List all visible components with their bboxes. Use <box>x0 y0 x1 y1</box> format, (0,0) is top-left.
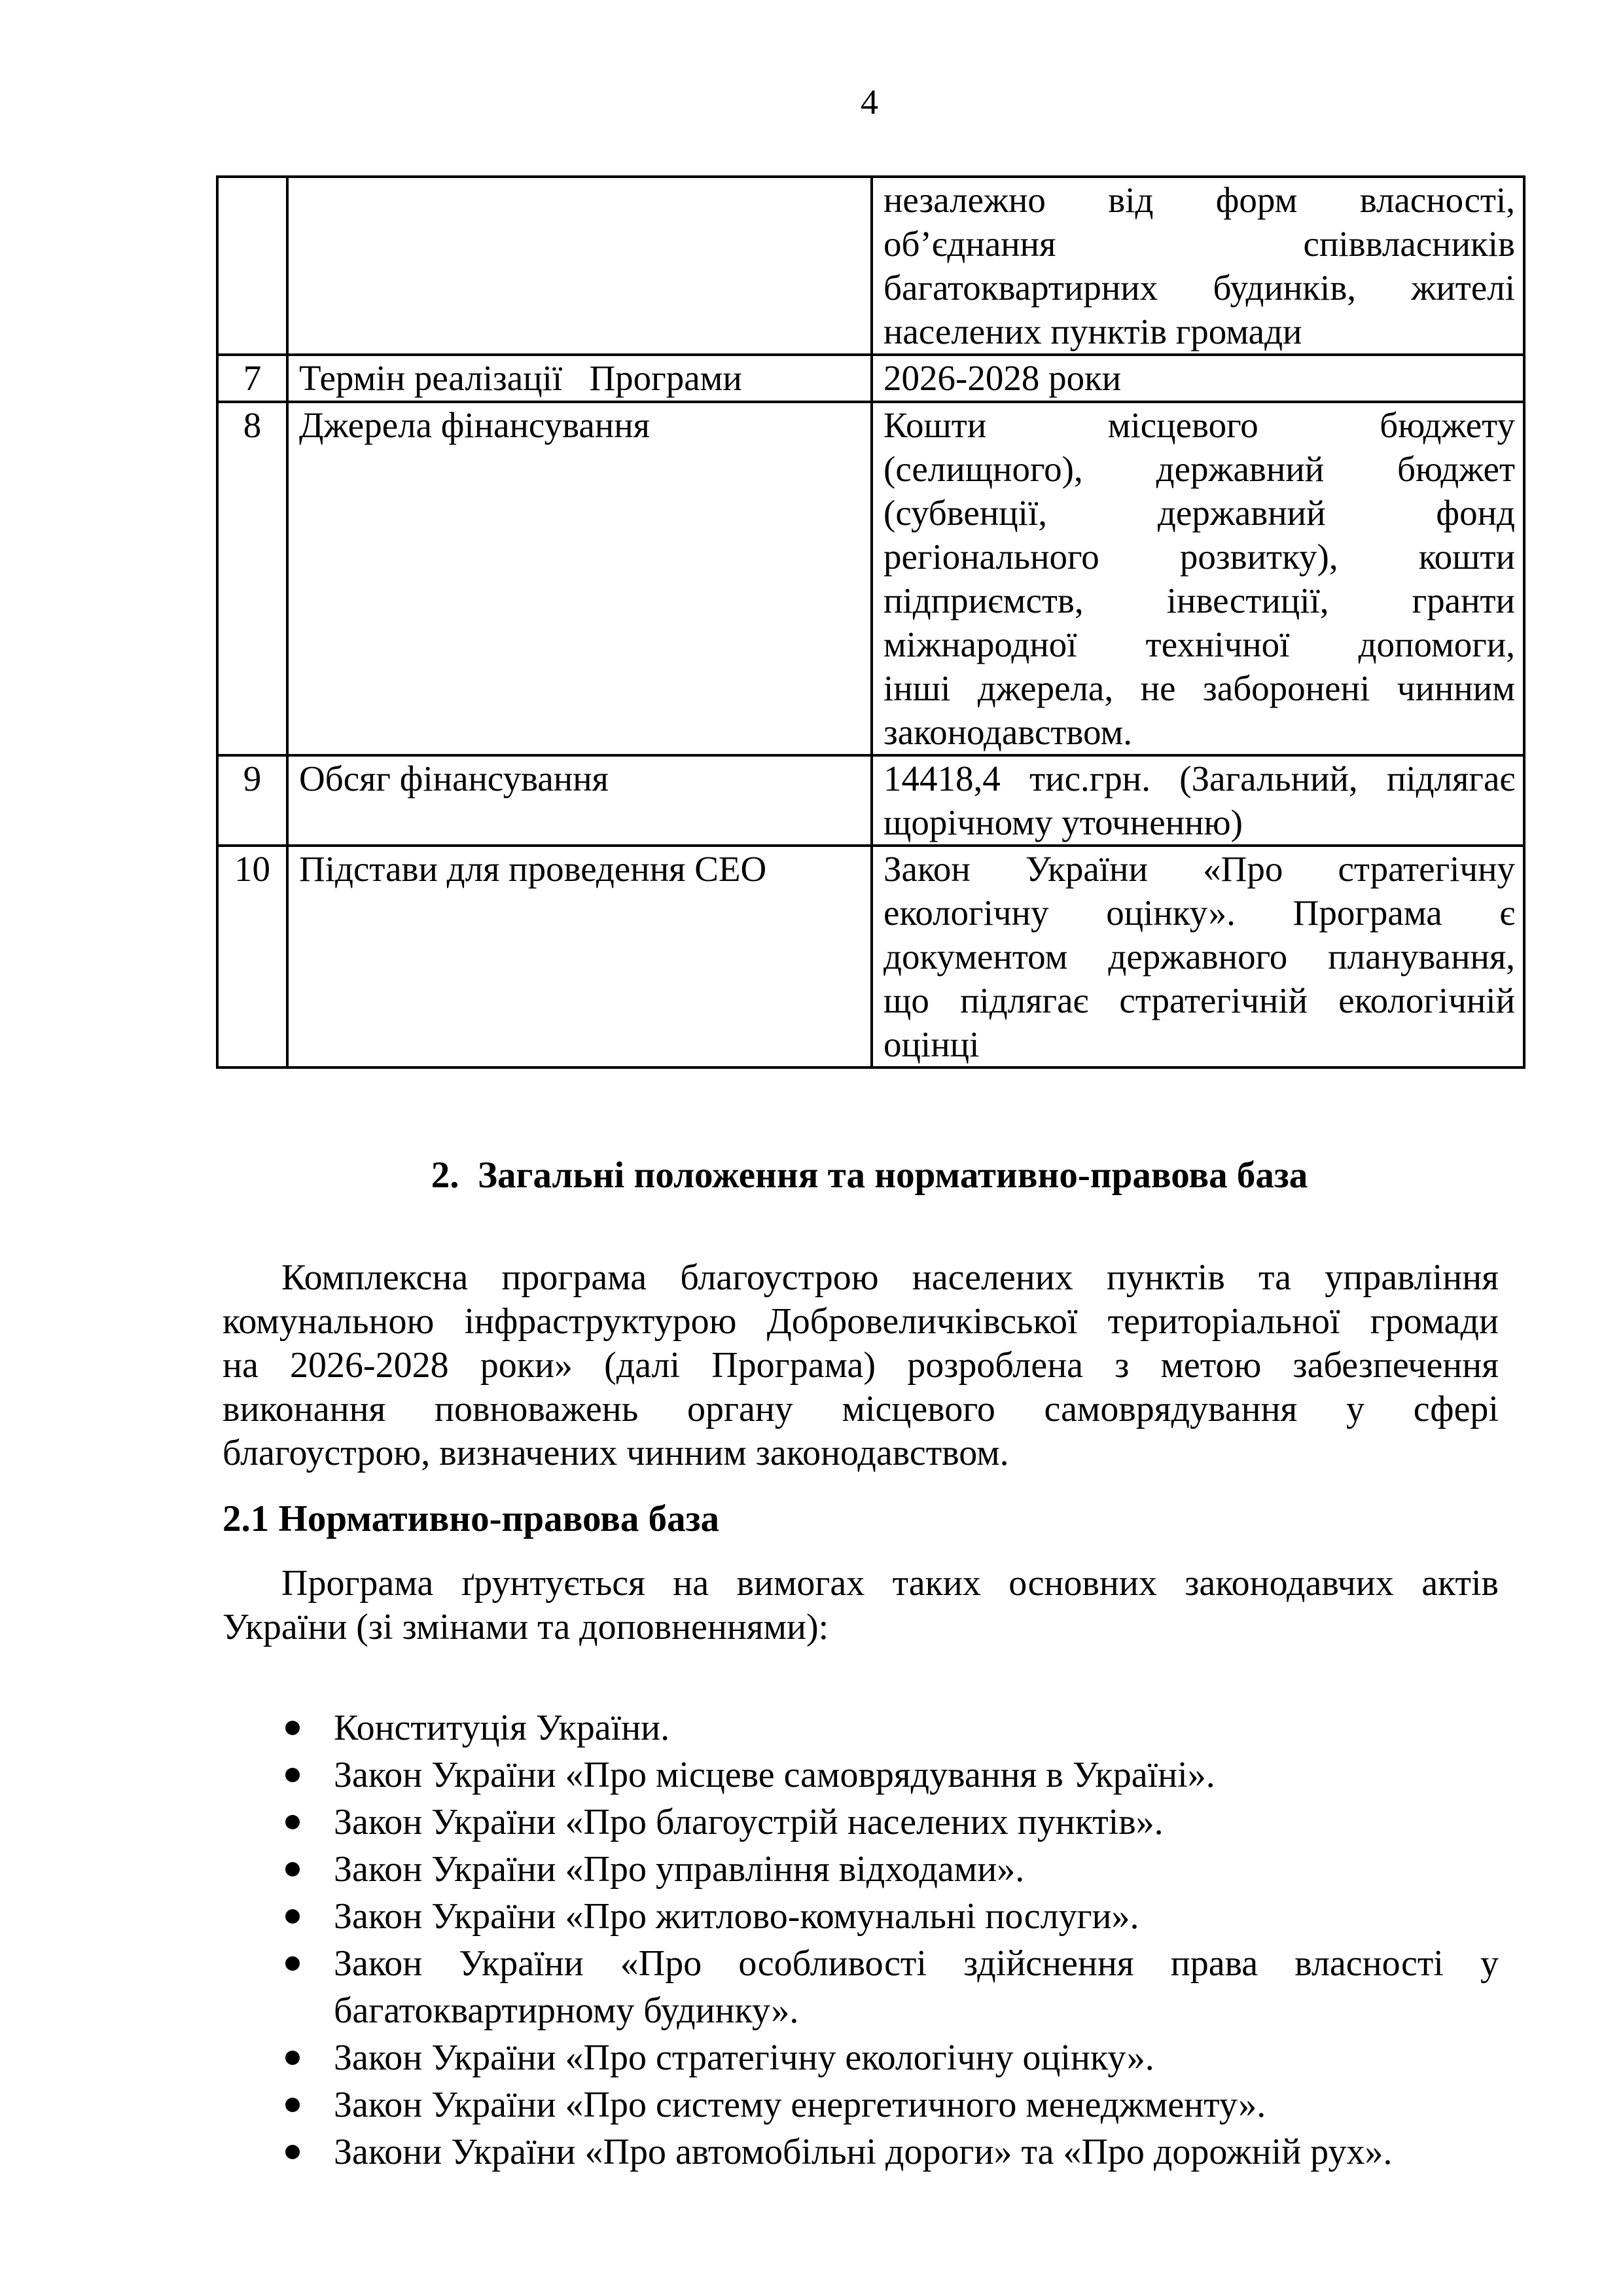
text-line: багатоквартирному будинку». <box>334 1990 799 2031</box>
text-line: інші джерела, не заборонені чинним <box>883 668 1515 708</box>
law-list-item <box>223 1751 1499 1799</box>
row-number-cell: 9 <box>217 755 287 846</box>
text-line: Закон України «Про благоустрій населених пунктів». <box>334 1802 1164 1842</box>
text-line: 2026-2028 роки <box>883 358 1122 398</box>
bullet-icon <box>285 1956 300 1971</box>
row-number-cell <box>217 177 287 355</box>
text-line: законодавством. <box>883 712 1133 752</box>
text-line: (селищного), державний бюджет <box>883 449 1515 489</box>
text-line: на 2026-2028 роки» (далі Програма) розроблена з метою забезпечення <box>223 1345 1499 1386</box>
text-line: благоустрою, визначених чинним законодавством. <box>223 1433 1009 1473</box>
program-passport-table <box>216 175 1525 1069</box>
row-value-cell <box>872 355 1524 402</box>
table-row-8 <box>217 402 1524 755</box>
law-list-item <box>223 2034 1499 2081</box>
bullet-icon <box>285 1909 300 1924</box>
row-value-cell <box>872 177 1524 355</box>
page-number: 4 <box>861 82 878 122</box>
text-line: щорічному уточненню) <box>883 802 1243 842</box>
text-line: (субвенції, державний фонд <box>883 493 1515 533</box>
text-line: населених пунктів громади <box>883 312 1302 351</box>
row-value-cell <box>872 755 1524 846</box>
section-2-1-intro <box>223 1562 1499 1649</box>
law-list-item <box>223 1846 1499 1893</box>
row-label-cell <box>287 177 872 355</box>
table-row-continuation <box>217 177 1524 355</box>
text-line: міжнародної технічної допомоги, <box>883 624 1515 664</box>
bullet-icon <box>285 1721 300 1735</box>
row-value-cell <box>872 846 1524 1067</box>
text-line: 14418,4 тис.грн. (Загальний, підлягає <box>883 759 1515 798</box>
row-label-cell: Джерела фінансування <box>287 402 872 755</box>
row-number-cell: 8 <box>217 402 287 755</box>
text-line: Закон України «Про стратегічну <box>883 849 1515 889</box>
text-line: документом державного планування, <box>883 937 1515 977</box>
law-list-item <box>223 1799 1499 1846</box>
text-line: об’єднання співвласників <box>883 224 1515 264</box>
row-label-cell: Підстави для проведення СЕО <box>287 846 872 1067</box>
program-table-body <box>217 177 1524 1067</box>
text-line: Закон України «Про житлово-комунальні послуги». <box>334 1896 1139 1937</box>
text-line: Комплексна програма благоустрою населених пунктів та управління <box>281 1257 1499 1298</box>
text-line: Кошти місцевого бюджету <box>883 405 1515 445</box>
law-list-item <box>223 1704 1499 1751</box>
bullet-icon <box>285 2051 300 2065</box>
row-number-cell: 7 <box>217 355 287 402</box>
text-line: незалежно від форм власності, <box>883 180 1515 220</box>
text-line: Закон України «Про особливості здійснення права власності у <box>334 1943 1499 1984</box>
bullet-icon <box>285 1768 300 1782</box>
bullet-icon <box>285 1862 300 1876</box>
bullet-icon <box>285 2145 300 2159</box>
row-value-cell <box>872 402 1524 755</box>
row-label-cell: Обсяг фінансування <box>287 755 872 846</box>
row-label-cell: Термін реалізації Програми <box>287 355 872 402</box>
table-row-10 <box>217 846 1524 1067</box>
text-line: регіонального розвитку), кошти <box>883 537 1515 577</box>
text-line: України (зі змінами та доповненнями): <box>223 1607 829 1647</box>
table-row-9 <box>217 755 1524 846</box>
text-line: багатоквартирних будинків, жителі <box>883 268 1515 308</box>
text-line: Закони України «Про автомобільні дороги» та «Про дорожній рух». <box>334 2132 1393 2172</box>
text-line: Закон України «Про систему енергетичного менеджменту». <box>334 2085 1266 2125</box>
text-line: виконання повноважень органу місцевого самоврядування у сфері <box>223 1389 1499 1429</box>
section-2-paragraph <box>223 1256 1499 1475</box>
text-line: Закон України «Про управління відходами». <box>334 1849 1025 1890</box>
text-line: підприємств, інвестиції, гранти <box>883 581 1515 620</box>
law-list-item <box>223 2081 1499 2128</box>
text-line: що підлягає стратегічній екологічній <box>883 980 1515 1020</box>
law-list-item <box>223 2128 1499 2176</box>
row-number-cell: 10 <box>217 846 287 1067</box>
text-line: екологічну оцінку». Програма є <box>883 893 1515 933</box>
text-line: оцінці <box>883 1024 980 1064</box>
text-line: Закон України «Про місцеве самоврядування в Україні». <box>334 1755 1215 1795</box>
law-list-item <box>223 1893 1499 1940</box>
text-line: Конституція України. <box>334 1708 670 1748</box>
bullet-icon <box>285 2098 300 2112</box>
section-2-1-heading: 2.1 Нормативно-правова база <box>223 1498 720 1539</box>
text-line: Закон України «Про стратегічну екологічну оцінку». <box>334 2037 1154 2078</box>
laws-list <box>223 1704 1499 2176</box>
text-line: Програма ґрунтується на вимогах таких основних законодавчих актів <box>281 1563 1499 1604</box>
bullet-icon <box>285 1815 300 1829</box>
law-list-item <box>223 1940 1499 2034</box>
table-row-7 <box>217 355 1524 402</box>
text-line: комунальною інфраструктурою Добровеличківської територіальної громади <box>223 1301 1499 1342</box>
section-2-heading: 2. Загальні положення та нормативно-правова база <box>431 1155 1308 1196</box>
